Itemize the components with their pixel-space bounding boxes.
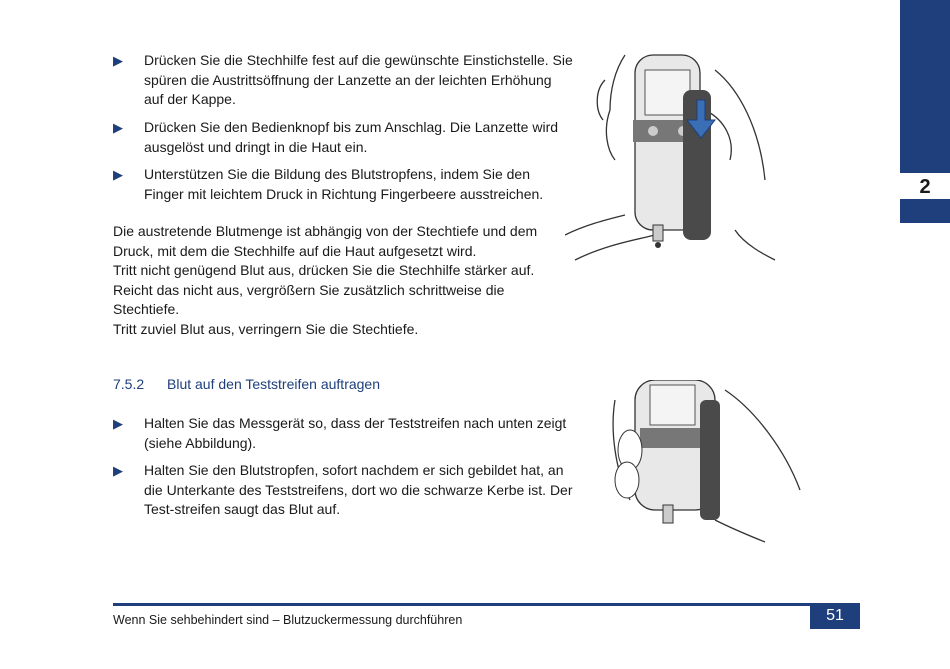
chapter-tab-bar	[900, 0, 950, 173]
page-number: 51	[810, 603, 860, 629]
lancing-device-illustration	[565, 50, 780, 270]
bullet-text: Drücken Sie die Stechhilfe fest auf die gewünschte Einstichstelle. Sie spüren die Austrittsöffnung der Lanzette an der leichten Erhöhung auf der Kappe.	[144, 52, 573, 107]
bullet-arrow-icon: ▶	[113, 416, 123, 431]
section-title: Blut auf den Teststreifen auftragen	[167, 376, 380, 392]
bullet-arrow-icon: ▶	[113, 120, 123, 135]
bullet-item	[113, 165, 573, 204]
paragraph-line: Druck, mit dem die Stechhilfe auf die Haut aufgesetzt wird.	[113, 242, 477, 259]
section-number: 7.5.2	[113, 376, 145, 392]
blood-application-illustration	[605, 380, 805, 545]
bullet-item	[113, 461, 583, 520]
paragraph-line: Die austretende Blutmenge ist abhängig von der Stechtiefe und dem	[113, 223, 538, 239]
bullet-item	[113, 51, 573, 110]
footer-rule	[113, 603, 810, 606]
bullet-item	[113, 414, 573, 453]
chapter-number: 2	[900, 173, 950, 199]
paragraph-line: Tritt nicht genügend Blut aus, drücken Sie die Stechhilfe stärker auf.	[113, 262, 535, 278]
info-paragraph	[113, 222, 543, 339]
bullet-arrow-icon: ▶	[113, 53, 123, 68]
bullet-text: Halten Sie das Messgerät so, dass der Teststreifen nach unten zeigt (siehe Abbildung).	[144, 415, 567, 451]
footer-title: Wenn Sie sehbehindert sind – Blutzuckermessung durchführen	[113, 613, 463, 627]
paragraph-line: Tritt zuviel Blut aus, verringern Sie die Stechtiefe.	[113, 320, 419, 337]
bullet-item	[113, 118, 573, 157]
paragraph-line: Stechtiefe.	[113, 301, 180, 317]
bullet-text: Halten Sie den Blutstropfen, sofort nachdem er sich gebildet hat, an die Unterkante des Teststreifens, dort wo die schwarze Kerbe ist. Der Test-streifen saugt das Blut auf.	[144, 462, 573, 517]
bullet-arrow-icon: ▶	[113, 167, 123, 182]
bullet-text: Unterstützen Sie die Bildung des Blutstropfens, indem Sie den Finger mit leichtem Druck in Richtung Fingerbeere ausstreichen.	[144, 166, 544, 202]
bullet-text: Drücken Sie den Bedienknopf bis zum Anschlag. Die Lanzette wird ausgelöst und dringt in die Haut ein.	[144, 119, 559, 155]
section-heading	[113, 376, 380, 392]
bullet-arrow-icon: ▶	[113, 463, 123, 478]
chapter-tab-bar-lower	[900, 199, 950, 223]
paragraph-line: Reicht das nicht aus, vergrößern Sie zusätzlich schrittweise die	[113, 281, 505, 298]
